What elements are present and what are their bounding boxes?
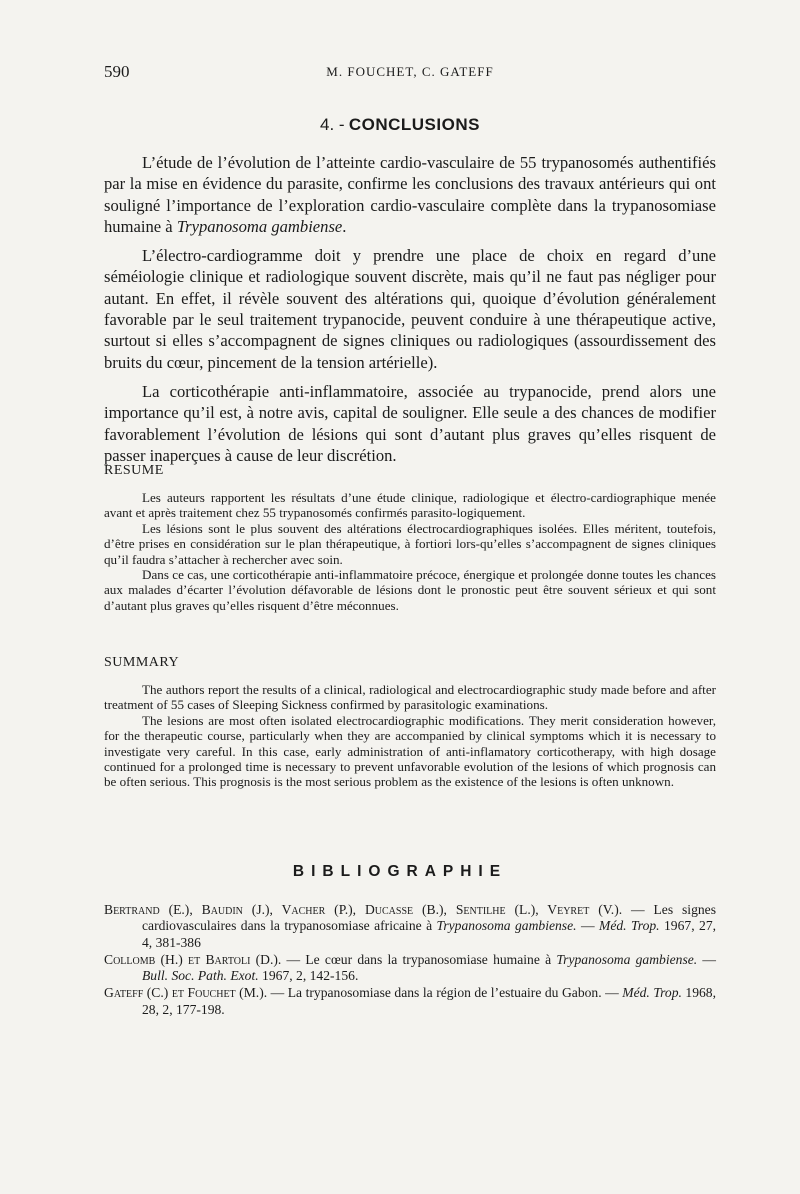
reference-citation: 1968, 28, 2, 177-198. [142, 985, 717, 1017]
reference-italic: Trypanosoma gambiense. [556, 951, 698, 967]
bibliography-list [104, 902, 716, 1019]
conclusions-paragraph-2: L’électro-cardiogramme doit y prendre une place de choix en regard d’une séméiologie clinique et radiologique souvent discrète, mais qu’il ne faut pas négliger pour autant. En effet, il révèle souvent des altérations qui, quoique d’évolution généralement favorable par le seul traitement trypanocide, peuvent conduire à une thérapeutique active, surtout si elles s’accompagnent de signes cliniques ou radiologiques (assourdissement des bruits du cœur, pincement de la tension artérielle). [104, 246, 716, 372]
conclusions-p1-italic: Trypanosoma gambiense [176, 216, 343, 236]
resume-heading: RESUME [104, 463, 164, 478]
reference-dash: — [601, 985, 623, 1001]
reference-title: — Le cœur dans la trypanosomiase humaine à [281, 951, 557, 967]
reference-journal: Bull. Soc. Path. Exot. [142, 968, 259, 984]
reference-dash: — [576, 918, 599, 934]
reference-authors: Gateff (C.) et Fouchet (M.). [104, 985, 268, 1001]
reference-authors: Bertrand (E.), Baudin (J.), Vacher (P.), Ducasse (B.), Sentilhe (L.), Veyret (V.). [104, 902, 623, 917]
reference-authors: Collomb (H.) et Bartoli (D.). [104, 951, 282, 967]
page-number: 590 [104, 62, 130, 81]
summary-paragraph-1: The authors report the results of a clinical, radiological and electrocardiographic study made before and after treatment of 55 cases of Sleeping Sickness confirmed by parasitologic examinations. [104, 682, 716, 713]
reference-journal: Méd. Trop. [622, 985, 682, 1001]
reference-item [104, 902, 716, 951]
conclusions-paragraph-3: La corticothérapie anti-inflammatoire, associée au trypanocide, prend alors une importance qu’il est, à notre avis, capital de souligner. Elle seule a des chances de modifier favorablement l’évolution de lésions qui sont d’autant plus graves qu’elles risquent de passer inaperçues à cause de leur discrétion. [104, 381, 716, 465]
reference-italic: Trypanosoma gambiense. [436, 918, 577, 934]
reference-citation: 1967, 2, 142-156. [258, 968, 359, 984]
reference-item [104, 985, 716, 1018]
reference-title: — Les signes cardiovasculaires dans la trypanosomiase africaine à [142, 902, 716, 934]
conclusions-p1-text: L’étude de l’évolution de l’atteinte cardio-vasculaire de 55 trypanosomés authentifiés par la mise en évidence du parasite, confirme les conclusions des travaux antérieurs qui ont souligné l’importance de l’exploration cardio-vasculaire complète dans la trypanosomiase humaine à [104, 153, 716, 236]
section-title: CONCLUSIONS [348, 115, 480, 134]
summary-heading: SUMMARY [104, 655, 180, 670]
reference-item [104, 952, 716, 985]
resume-paragraph-3: Dans ce cas, une corticothérapie anti-inflammatoire précoce, énergique et prolongée donne toutes les chances aux malades d’écarter l’évolution défavorable de lésions dont le pronostic peut être souvent sérieux et qui sont d’autant plus graves qu’elles risquent d’être méconnues. [104, 567, 716, 613]
page-header [104, 62, 716, 86]
running-title: M. FOUCHET, C. GATEFF [326, 64, 494, 79]
reference-journal: Méd. Trop. [599, 918, 660, 934]
conclusions-p1-end: . [342, 216, 347, 236]
conclusions-paragraph-1 [104, 152, 716, 237]
summary-paragraph-2: The lesions are most often isolated electrocardiographic modifications. They merit consideration however, for the therapeutic course, particularly when they are accompanied by clinical symptoms which it is necessary to investigate very careful. In this case, early administration of anti-inflamatory corticotherapy, with high dosage continued for a prolonged time is necessary to prevent unfavorable evolution of the lesions of which prognosis can be often serious. This prognosis is the most serious problem as the existence of the lesions is often unknown. [104, 712, 716, 790]
section-number: 4. - [320, 115, 345, 134]
conclusions-body [104, 152, 716, 474]
reference-dash: — [697, 951, 716, 967]
reference-title: — La trypanosomiase dans la région de l’estuaire du Gabon. [267, 985, 602, 1001]
resume-paragraph-2: Les lésions sont le plus souvent des altérations électrocardiographiques isolées. Elles méritent, toutefois, d’être prises en considération sur le plan thérapeutique, à fortiori lors-qu’elles s’accompagnent de signes cliniques qu’il faudra s’attacher à rechercher avec soin. [104, 520, 716, 567]
bibliography-heading: BIBLIOGRAPHIE [292, 863, 508, 880]
reference-citation: 1967, 27, 4, 381-386 [142, 918, 717, 950]
resume-body [104, 490, 716, 613]
section-heading [0, 115, 800, 135]
resume-paragraph-1: Les auteurs rapportent les résultats d’une étude clinique, radiologique et électro-cardiographique menée avant et après traitement chez 55 trypanosomés confirmés parasito-logiquement. [104, 490, 716, 521]
summary-body [104, 682, 716, 790]
